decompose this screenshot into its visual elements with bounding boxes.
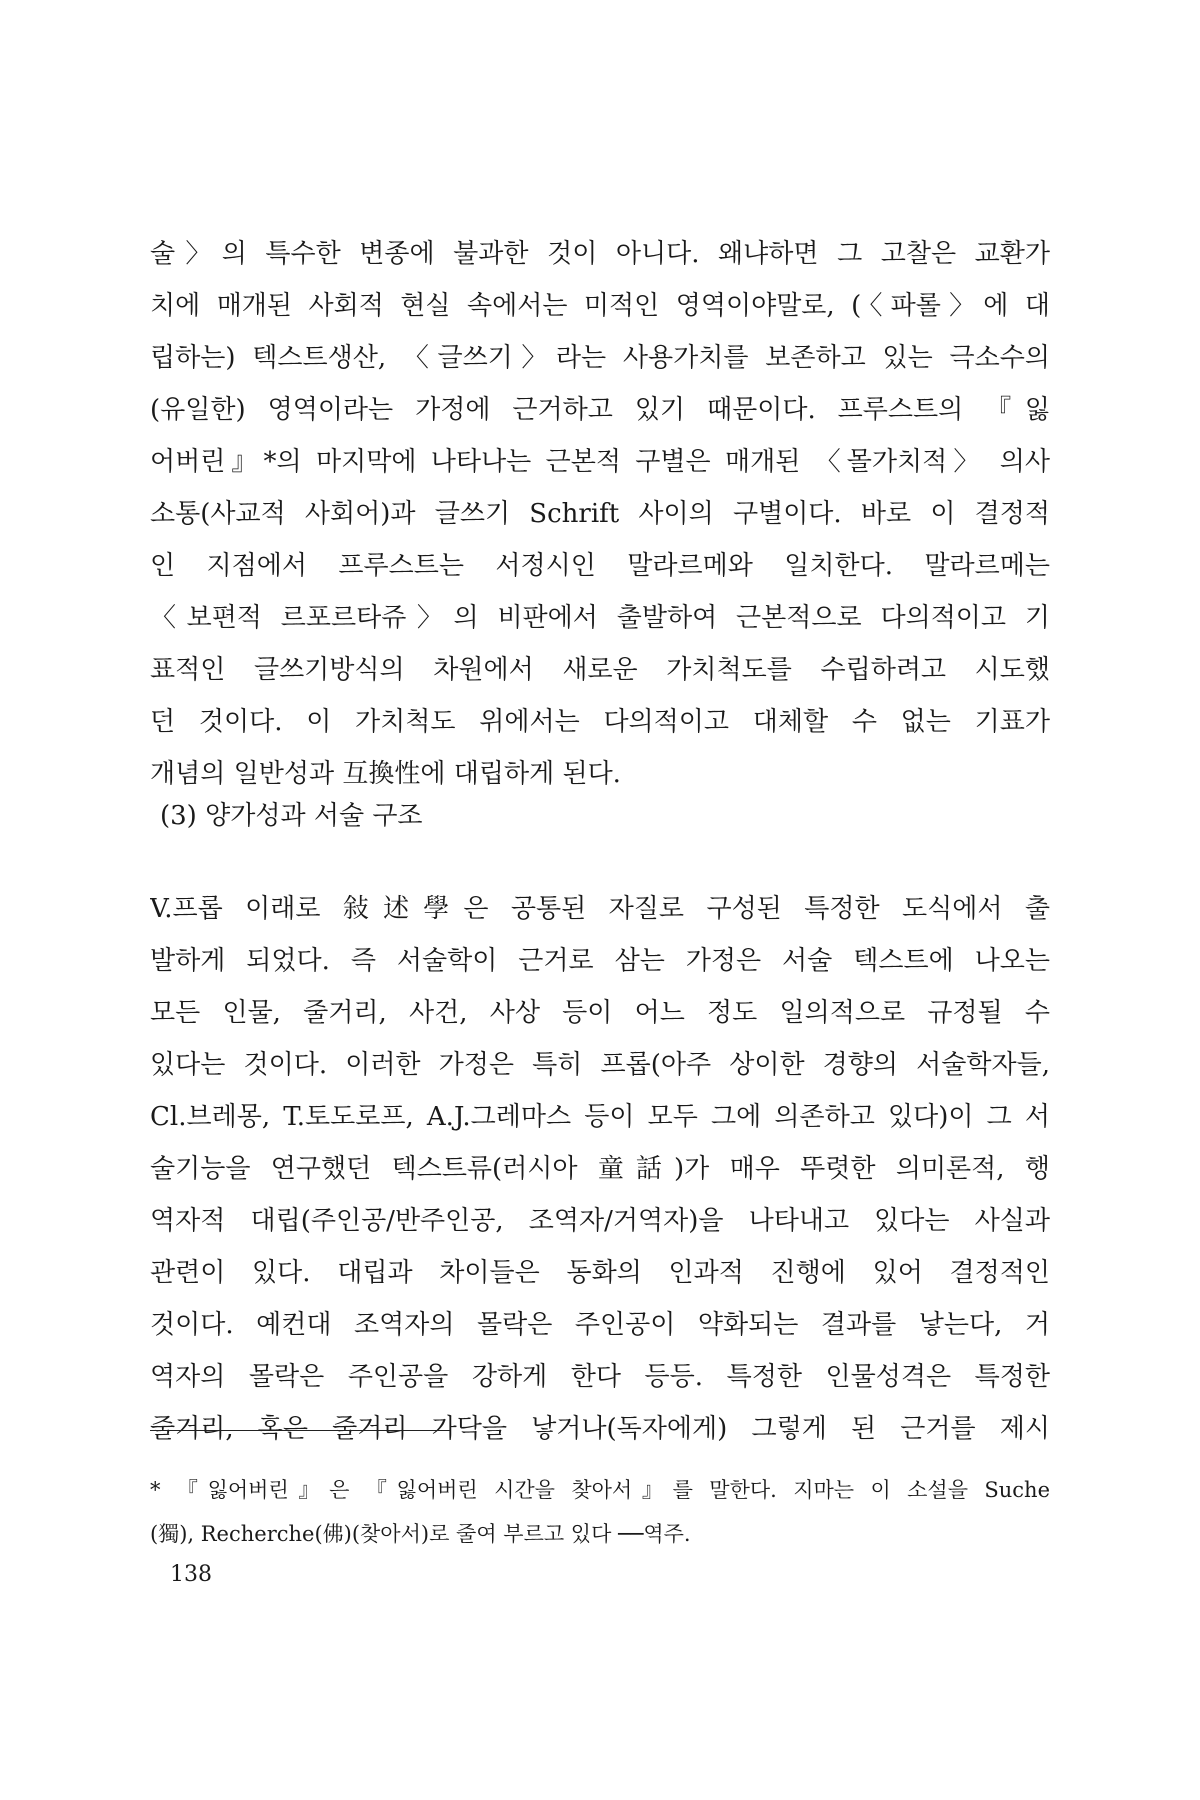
section-heading: (3) 양가성과 서술 구조: [160, 801, 423, 831]
footnote-divider: [150, 1430, 450, 1431]
text-line: 개념의 일반성과 互換性에 대립하게 된다.: [150, 759, 621, 789]
text-line: 어버린』*의 마지막에 나타나는 근본적 구별은 매개된 〈몰가치적〉 의사: [150, 447, 1050, 477]
text-line: 있다는 것이다. 이러한 가정은 특히 프롭(아주 상이한 경향의 서술학자들,: [150, 1050, 1050, 1080]
text-line: 역자적 대립(주인공/반주인공, 조역자/거역자)을 나타내고 있다는 사실과: [150, 1206, 1050, 1236]
text-line: 소통(사교적 사회어)과 글쓰기 Schrift 사이의 구별이다. 바로 이 결정적: [150, 499, 1050, 529]
text-line: 모든 인물, 줄거리, 사건, 사상 등이 어느 정도 일의적으로 규정될 수: [150, 998, 1050, 1028]
text-line: 던 것이다. 이 가치척도 위에서는 다의적이고 대체할 수 없는 기표가: [150, 707, 1050, 737]
text-line: (유일한) 영역이라는 가정에 근거하고 있기 때문이다. 프루스트의 『잃: [150, 395, 1050, 425]
page-number: 138: [170, 1562, 212, 1587]
text-line: 〈보편적 르포르타쥬〉의 비판에서 출발하여 근본적으로 다의적이고 기: [150, 603, 1050, 633]
text-line: V.프롭 이래로 敍述學은 공통된 자질로 구성된 특정한 도식에서 출: [150, 894, 1050, 924]
text-line: 줄거리, 혹은 줄거리 가닥을 낳거나(독자에게) 그렇게 된 근거를 제시: [150, 1414, 1050, 1444]
text-line: 술기능을 연구했던 텍스트류(러시아 童話)가 매우 뚜렷한 의미론적, 행: [150, 1154, 1050, 1184]
text-line: 치에 매개된 사회적 현실 속에서는 미적인 영역이야말로, (〈파롤〉에 대: [150, 291, 1050, 321]
text-line: 것이다. 예컨대 조역자의 몰락은 주인공이 약화되는 결과를 낳는다, 거: [150, 1310, 1050, 1340]
text-line: 역자의 몰락은 주인공을 강하게 한다 등등. 특정한 인물성격은 특정한: [150, 1362, 1050, 1392]
footnote: [150, 1468, 1050, 1556]
text-line: 발하게 되었다. 즉 서술학이 근거로 삼는 가정은 서술 텍스트에 나오는: [150, 946, 1050, 976]
text-line: Cl.브레몽, T.토도로프, A.J.그레마스 등이 모두 그에 의존하고 있다)이 그 서: [150, 1102, 1050, 1132]
text-line: 립하는) 텍스트생산, 〈글쓰기〉라는 사용가치를 보존하고 있는 극소수의: [150, 343, 1050, 373]
footnote-line: * 『잃어버린』은 『잃어버린 시간을 찾아서』를 말한다. 지마는 이 소설을 Suche: [150, 1478, 1050, 1502]
footnote-line: (獨), Recherche(佛)(찾아서)로 줄여 부르고 있다 ──역주.: [150, 1522, 691, 1546]
text-line: 관련이 있다. 대립과 차이들은 동화의 인과적 진행에 있어 결정적인: [150, 1258, 1050, 1288]
text-line: 인 지점에서 프루스트는 서정시인 말라르메와 일치한다. 말라르메는: [150, 551, 1050, 581]
body-paragraph-2: [150, 883, 1050, 1455]
body-paragraph-1: [150, 228, 1050, 800]
text-line: 표적인 글쓰기방식의 차원에서 새로운 가치척도를 수립하려고 시도했: [150, 655, 1050, 685]
text-line: 술〉의 특수한 변종에 불과한 것이 아니다. 왜냐하면 그 고찰은 교환가: [150, 239, 1050, 269]
